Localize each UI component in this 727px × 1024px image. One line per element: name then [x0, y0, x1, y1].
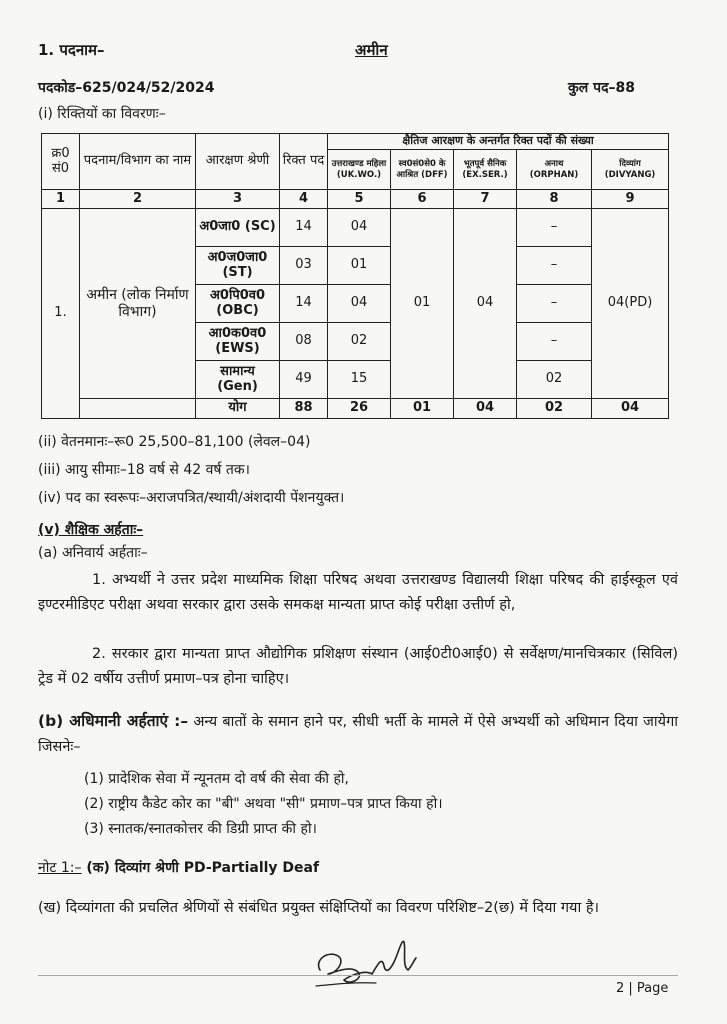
- exser-cell: 04: [454, 209, 517, 399]
- total-divyang: 04: [592, 399, 669, 419]
- ukwo-cell: 01: [328, 247, 391, 285]
- preferential-text: अन्य बातों के समान हाने पर, सीधी भर्ती के मामले में ऐसे अभ्यर्थी को अधिमान दिया जायेगा जिसनेः–: [38, 714, 678, 755]
- age-limit: (iii) आयु सीमाः–18 वर्ष से 42 वर्ष तक।: [38, 462, 250, 478]
- pay-scale: (ii) वेतनमानः–रू0 25,500–81,100 (लेवल–04): [38, 434, 311, 450]
- col-num: 2: [80, 190, 196, 209]
- post-dept-cell: अमीन (लोक निर्माण विभाग): [80, 209, 196, 399]
- vacant-cell: 14: [280, 285, 328, 323]
- col-num: 9: [592, 190, 669, 209]
- col-num: 5: [328, 190, 391, 209]
- preferential-heading: (b) अधिमानी अर्हताएं :–: [38, 712, 189, 730]
- essential-item-1: 1. अभ्यर्थी ने उत्तर प्रदेश माध्यमिक शिक्षा परिषद अथवा उत्तराखण्ड विद्यालयी शिक्षा परिषद की हाईस्कूल एवं इण्टरमीडिएट परीक्षा अथवा सरकार द्वारा उसके समकक्ष मान्यता प्राप्त कोई परीक्षा उत्तीर्ण हो,: [38, 572, 678, 613]
- col-num: 8: [517, 190, 592, 209]
- preferential-item-1: (1) प्रादेशिक सेवा में न्यूनतम दो वर्ष की सेवा की हो,: [84, 771, 349, 787]
- essential-heading: (a) अनिवार्य अर्हताः–: [38, 545, 148, 561]
- footer-divider: [38, 975, 678, 976]
- header-horizontal-reservation: क्षैतिज आरक्षण के अन्तर्गत रिक्त पदों की संख्या: [328, 134, 669, 150]
- col-num: 6: [391, 190, 454, 209]
- category-cell: अ0पि0व0 (OBC): [196, 285, 280, 323]
- preferential-block: [38, 709, 678, 760]
- total-posts: कुल पद–88: [568, 80, 635, 96]
- note-text: (क) दिव्यांग श्रेणी PD-Partially Deaf: [81, 860, 320, 876]
- header-dff: स्व0सं0से0 के आश्रित (DFF): [391, 150, 454, 190]
- vacant-cell: 08: [280, 323, 328, 361]
- total-ukwo: 26: [328, 399, 391, 419]
- header-category: आरक्षण श्रेणी: [196, 134, 280, 190]
- header-divyang: दिव्यांग (DIVYANG): [592, 150, 669, 190]
- vacancy-table: [41, 133, 669, 419]
- orphan-cell: –: [517, 209, 592, 247]
- header-post-name: पदनाम/विभाग का नाम: [80, 134, 196, 190]
- serial-cell: 1.: [42, 209, 80, 419]
- qualification-heading: (v) शैक्षिक अर्हताः–: [38, 522, 144, 538]
- category-cell: सामान्य (Gen): [196, 361, 280, 399]
- category-cell: अ0जा0 (SC): [196, 209, 280, 247]
- total-orphan: 02: [517, 399, 592, 419]
- vacant-cell: 03: [280, 247, 328, 285]
- table-row: [42, 209, 669, 247]
- note-label: नोट 1:–: [38, 860, 82, 876]
- header-orphan: अनाथ (ORPHAN): [517, 150, 592, 190]
- empty-cell: [80, 399, 196, 419]
- dff-cell: 01: [391, 209, 454, 399]
- category-cell: अ0ज0जा0 (ST): [196, 247, 280, 285]
- header-serial: क्र0 सं0: [42, 134, 80, 190]
- col-num: 7: [454, 190, 517, 209]
- preferential-item-3: (3) स्नातक/स्नातकोत्तर की डिग्री प्राप्त की हो।: [84, 821, 317, 837]
- page-number: 2 | Page: [616, 981, 669, 996]
- col-num: 3: [196, 190, 280, 209]
- col-num: 1: [42, 190, 80, 209]
- orphan-cell: –: [517, 247, 592, 285]
- total-vacant: 88: [280, 399, 328, 419]
- vacant-cell: 14: [280, 209, 328, 247]
- vacancy-heading: (i) रिक्तियों का विवरणः–: [38, 106, 166, 122]
- col-num: 4: [280, 190, 328, 209]
- preferential-item-2: (2) राष्ट्रीय कैडेट कोर का "बी" अथवा "सी" प्रमाण–पत्र प्राप्त किया हो।: [84, 796, 443, 812]
- total-exser: 04: [454, 399, 517, 419]
- ukwo-cell: 15: [328, 361, 391, 399]
- orphan-cell: 02: [517, 361, 592, 399]
- total-dff: 01: [391, 399, 454, 419]
- total-label: योग: [196, 399, 280, 419]
- category-cell: आ0क0व0 (EWS): [196, 323, 280, 361]
- orphan-cell: –: [517, 323, 592, 361]
- post-label: 1. पदनाम–: [38, 41, 105, 59]
- ukwo-cell: 04: [328, 209, 391, 247]
- post-nature: (iv) पद का स्वरूपः–अराजपत्रित/स्थायी/अंशदायी पेंशनयुक्त।: [38, 490, 345, 506]
- total-row: [42, 399, 669, 419]
- header-vacant: रिक्त पद: [280, 134, 328, 190]
- note-kha: (ख) दिव्यांगता की प्रचलित श्रेणियों से संबंधित प्रयुक्त संक्षिप्तियों का विवरण परिशिष्ट–2(छ) में दिया गया है।: [38, 900, 600, 916]
- essential-item-2: 2. सरकार द्वारा मान्यता प्राप्त औद्योगिक प्रशिक्षण संस्थान (आई0टी0आई0) से सर्वेक्षण/मानचित्रकार (सिविल) ट्रेड में 02 वर्षीय उत्तीर्ण प्रमाण–पत्र होना चाहिए।: [38, 646, 678, 687]
- signature-icon: [306, 930, 426, 1000]
- post-name: अमीन: [355, 41, 388, 59]
- note-1: [38, 858, 319, 877]
- header-exser: भूतपूर्व सैनिक (EX.SER.): [454, 150, 517, 190]
- ukwo-cell: 04: [328, 285, 391, 323]
- header-ukwo: उत्तराखण्ड महिला (UK.WO.): [328, 150, 391, 190]
- column-number-row: [42, 190, 669, 209]
- orphan-cell: –: [517, 285, 592, 323]
- ukwo-cell: 02: [328, 323, 391, 361]
- vacant-cell: 49: [280, 361, 328, 399]
- divyang-cell: 04(PD): [592, 209, 669, 399]
- post-code: पदकोड–625/024/52/2024: [38, 80, 215, 96]
